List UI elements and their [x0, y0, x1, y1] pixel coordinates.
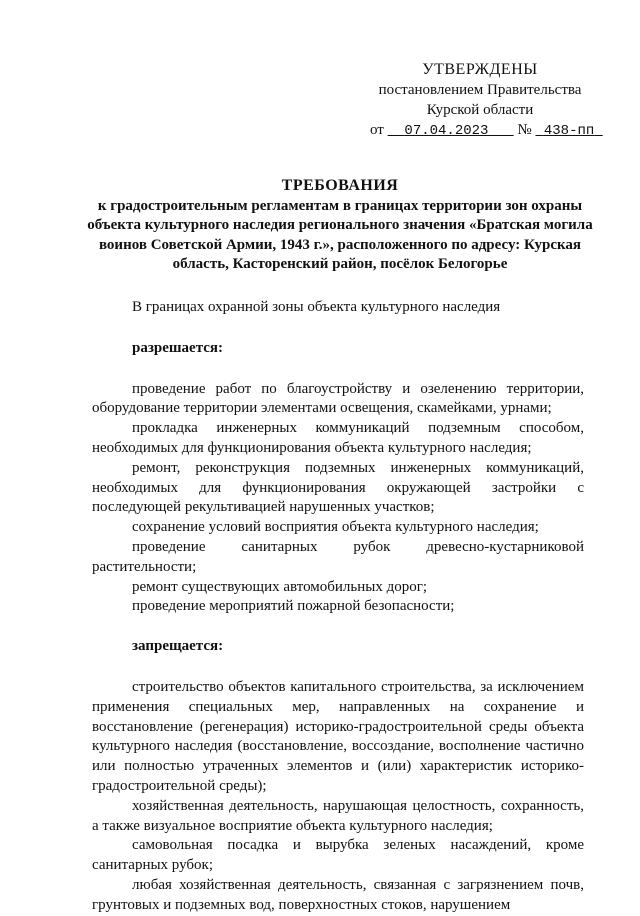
approval-stamp — [370, 60, 595, 141]
title-main: ТРЕБОВАНИЯ — [281, 177, 399, 194]
approval-line-1: постановлением Правительства — [378, 82, 582, 98]
forbidden-item: строительство объектов капитального строительства, за исключением применения специальных мер, направленных на сохранение и восстановление (регенерация) историко-градостроительной среды объекта культурного наследия (восстановление, воссоздание, восполнение частично или полностью утраченных элементов и (или) характеристик историко-градостроительной среды); — [92, 678, 584, 794]
allowed-item: проведение работ по благоустройству и озеленению территории, оборудование территории элементами освещения, скамейками, урнами; — [92, 380, 584, 417]
allowed-item: ремонт существующих автомобильных дорог; — [132, 578, 428, 595]
allowed-list — [92, 380, 584, 618]
approval-number: 438-пп — [543, 123, 595, 139]
allowed-heading: разрешается: — [132, 339, 224, 356]
forbidden-heading: запрещается: — [132, 638, 224, 655]
allowed-item: проведение санитарных рубок древесно-кустарниковой растительности; — [92, 538, 584, 575]
forbidden-item: хозяйственная деятельность, нарушающая целостность, сохранность, а также визуальное восприятие объекта культурного наследия; — [92, 797, 584, 834]
document-body — [92, 298, 584, 916]
approval-number-value — [535, 123, 602, 139]
approval-date-line — [370, 120, 595, 141]
number-prefix: № — [517, 122, 532, 138]
date-prefix: от — [370, 122, 384, 138]
approval-heading: УТВЕРЖДЕНЫ — [422, 61, 538, 78]
approval-date-value — [388, 123, 514, 139]
forbidden-item: самовольная посадка и вырубка зеленых насаждений, кроме санитарных рубок; — [92, 837, 584, 874]
forbidden-item: любая хозяйственная деятельность, связанная с загрязнением почв, грунтовых и подземных вод, поверхностных стоков, нарушением — [92, 876, 584, 913]
allowed-item: прокладка инженерных коммуникаций подземным способом, необходимых для функционирования объекта культурного наследия; — [92, 420, 584, 456]
document-title — [80, 176, 600, 275]
allowed-item: сохранение условий восприятия объекта культурного наследия; — [132, 519, 539, 536]
lead-paragraph: В границах охранной зоны объекта культурного наследия — [132, 299, 501, 315]
approval-line-2: Курской области — [426, 102, 534, 118]
allowed-item: проведение мероприятий пожарной безопасности; — [132, 598, 455, 615]
approval-date: 07.04.2023 — [404, 123, 489, 139]
forbidden-list — [92, 678, 584, 916]
allowed-item: ремонт, реконструкция подземных инженерных коммуникаций, необходимых для функционирования окружающей застройки с последующей рекультивацией нарушенных участков; — [92, 459, 584, 516]
section-gap — [92, 617, 584, 637]
title-subtitle: к градостроительным регламентам в границах территории зон охраны объекта культурного наследия регионального значения «Братская могила воинов Советской Армии, 1943 г.», расположенного по адресу: Курская область, Касторенский район, посёлок Белогорье — [87, 197, 593, 272]
